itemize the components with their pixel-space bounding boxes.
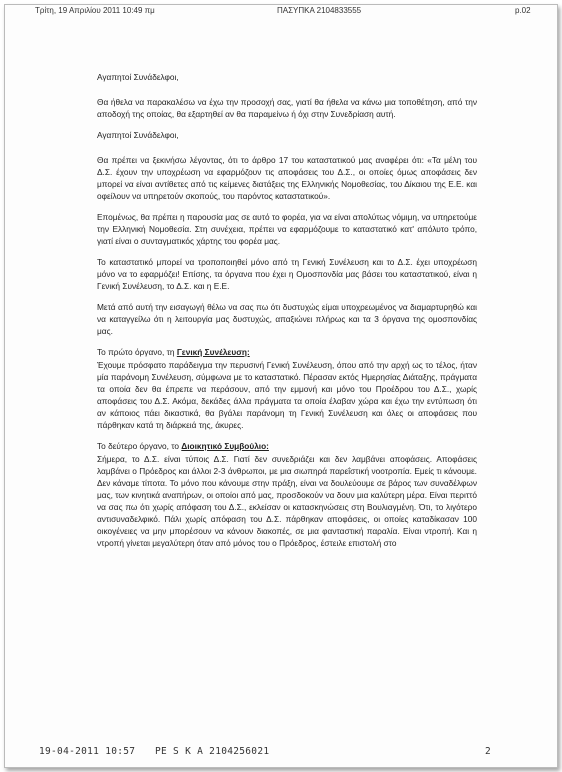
section-heading-board (97, 440, 477, 452)
fax-header-datetime: Τρίτη, 19 Απριλίου 2011 10:49 πμ (35, 6, 155, 15)
greeting: Αγαπητοί Συνάδελφοι, (97, 130, 179, 140)
fax-page (4, 4, 558, 768)
section-heading-prefix: Το δεύτερο όργανο, το (97, 441, 182, 451)
paragraph-statute: Το καταστατικό μπορεί να τροποποιηθεί μόνο από τη Γενική Συνέλευση και το Δ.Σ. έχει υποχρέωση μόνο να το εφαρμόζει! Επίσης, τα όργανα που έχει η Ομοσπονδία μας βάσει του καταστατικού, είναι η Γενική Συνέλευση, το Δ.Σ. και η Ε.Ε. (97, 257, 477, 291)
paragraph-general-assembly: Έχουμε πρόσφατο παράδειγμα την περυσινή Γενική Συνέλευση, όπου από την αρχή ως το τέλος, ήταν μία παράνομη Συνέλευση, σύμφωνα με το καταστατικό. Πέρασαν εκτός Ημερησίας Διάταξης, πράγματα τα οποία δεν θα έπρεπε να περάσουν, από την εμμονή και μόνο του Προέδρου του Δ.Σ., χωρίς αποφάσεις του Δ.Σ. Ακόμα, δεκάδες άλλα πράγματα τα οποία έλαβαν χώρα και έχω την εντύπωση ότι αν κάποιος πάει δικαστικά, θα βγάλει παράνομη τη Γενική Συνέλευση και όλες οι αποφάσεις που πάρθηκαν κατά τη διάρκειά της, άκυρες. (97, 360, 477, 430)
fax-footer-timestamp: 19-04-2011 10:57 (39, 746, 136, 757)
paragraph-article-17: Θα πρέπει να ξεκινήσω λέγοντας, ότι το άρθρο 17 του καταστατικού μας αναφέρει ότι: «Τα μέλη του Δ.Σ. έχουν την υποχρέωση να εφαρμόζουν τις αποφάσεις του Δ.Σ., οι οποίες όμως αποφάσεις δεν μπορεί να είναι αντίθετες από τις κείμενες διατάξεις της Ελληνικής Νομοθεσίας, του Δίκαιου της Ε.Ε. και οφείλουν να υπηρετούν σκοπούς, του παρόντος καταστατικού». (97, 155, 477, 201)
fax-footer-page-number: 2 (485, 746, 492, 757)
fax-header-sender: ΠΑΣΥΠΚΑ 2104833555 (277, 6, 362, 15)
section-heading-title: Γενική Συνέλευση: (176, 347, 250, 357)
fax-header-page: p.02 (515, 6, 531, 15)
paragraph-legislation: Επομένως, θα πρέπει η παρουσία μας σε αυτό το φορέα, για να είναι απολύτως νόμιμη, να υπηρετούμε την Ελληνική Νομοθεσία. Στη συνέχεια, πρέπει να εφαρμόζουμε το καταστατικό κατ' απόλυτο τρόπο, γιατί είναι ο συνταγματικός χάρτης του φορέα μας. (97, 212, 477, 246)
section-heading-general-assembly (97, 346, 477, 358)
section-heading-title: Διοικητικό Συμβούλιο: (181, 441, 269, 451)
paragraph-complaint: Μετά από αυτή την εισαγωγή θέλω να σας πω ότι δυστυχώς είμαι υποχρεωμένος να διαμαρτυρηθώ και να καταγγείλω ότι η λειτουργία μας δυστυχώς, απαξιώνει πλήρως και τα 3 όργανα της ομοσπονδίας μας. (97, 302, 477, 336)
paragraph-intro: Θα ήθελα να παρακαλέσω να έχω την προσοχή σας, γιατί θα ήθελα να κάνω μια τοποθέτηση, από την αποδοχή της οποίας, θα εξαρτηθεί αν θα παραμείνω ή όχι στην Συνεδρίαση αυτή. (97, 97, 477, 119)
section-heading-prefix: Το πρώτο όργανο, τη (97, 347, 177, 357)
fax-footer-sender: PE S K A 2104256021 (155, 746, 270, 757)
greeting: Αγαπητοί Συνάδελφοι, (97, 72, 179, 82)
letter-body (97, 71, 477, 558)
paragraph-board: Σήμερα, το Δ.Σ. είναι τύποις Δ.Σ. Γιατί δεν συνεδριάζει και δεν λαμβάνει αποφάσεις. Αποφάσεις λαμβάνει ο Πρόεδρος και άλλοι 2-3 άνθρωποι, με μια σιωπηρά παρεΐστική νοοτροπία. Εμείς τι κάνουμε. Δεν κάναμε τίποτα. Το μόνο που κάνουμε στην πράξη, είναι να δουλεύουμε σε βάρος των συναδέλφων μας, των κινητικά αναπήρων, οι οποίοι από μας, προσδοκούν να δουν μια καλύτερη μέρα. Είναι περιττό να σας πω ότι χωρίς απόφαση του Δ.Σ., εκλείσαν οι κατασκηνώσεις στη Βουλιαγμένη. Ότι, το λιγότερο αντισυναδελφικό. Πάλι χωρίς απόφαση του Δ.Σ. πάρθηκαν αποφάσεις, οι οποίες καταδίκασαν 100 οικογένειες να μην μπορέσουν να κάνουν διακοπές, σε μια φανταστική παραλία. Είναι ντροπή. Και η ντροπή γίνεται μεγαλύτερη όταν από μόνος του ο Πρόεδρος, έστειλε επιστολή στο (97, 454, 477, 548)
